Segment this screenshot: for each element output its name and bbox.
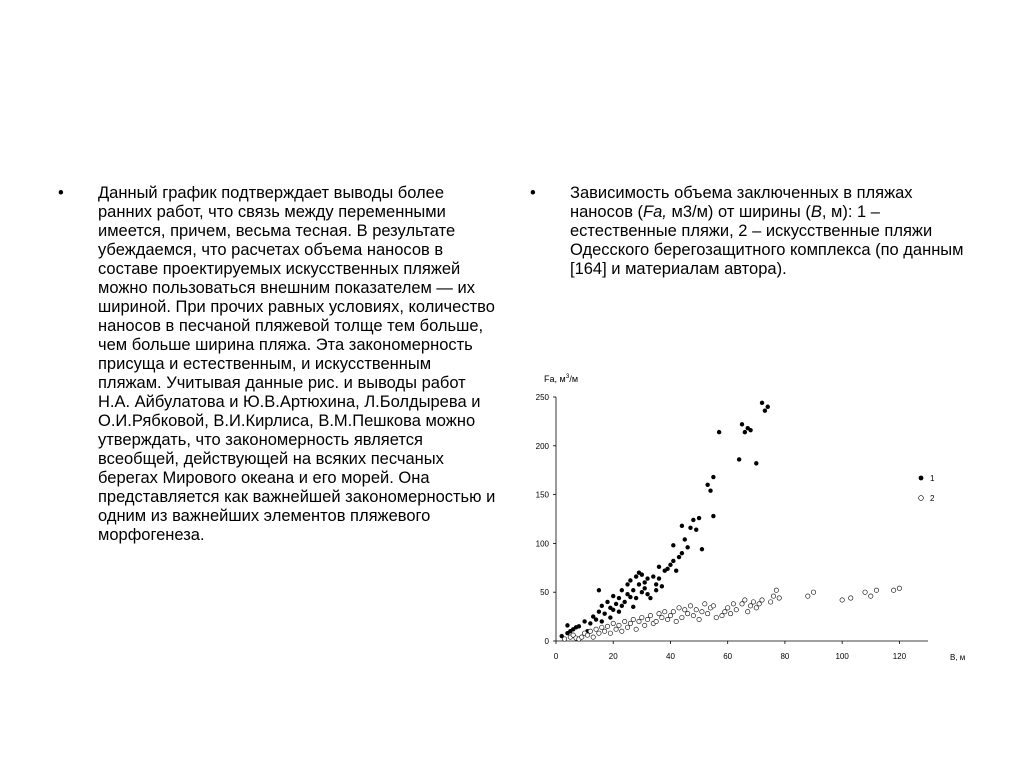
series-1-point [671,543,675,547]
y-tick-label: 100 [535,539,549,549]
series-2-point [562,637,566,641]
series-2-point [683,608,687,612]
series-1-point [697,516,701,520]
x-tick-label: 80 [780,652,790,661]
series-1-point [640,572,644,576]
series-2-point [703,602,707,606]
series-1-point [611,594,615,598]
series-1-point [594,617,598,621]
series-1-point [631,605,635,609]
series-2-point [849,596,853,600]
series-2-point [648,613,652,617]
series-2-point [663,610,667,614]
series-1-point [740,422,744,426]
series-2-point [671,610,675,614]
series-2-point [674,619,678,623]
series-1-point [617,596,621,600]
series-2-point [751,600,755,604]
series-1-point [688,526,692,530]
series-2-point [668,613,672,617]
series-2-point [714,615,718,619]
y-tick-label: 0 [544,637,549,646]
series-1-point [711,514,715,518]
series-1-point [625,582,629,586]
series-1-point [657,565,661,569]
series-1-point [677,555,681,559]
series-1-point [674,569,678,573]
series-2-point [757,602,761,606]
series-2-point [657,611,661,615]
x-tick-label: 0 [553,652,559,661]
x-ticks [554,641,907,661]
series-2-point [637,619,641,623]
series-2-point [743,598,747,602]
series-1-point [588,621,592,625]
series-2-point [723,610,727,614]
y-tick-label: 150 [535,490,549,500]
series-1-point [657,576,661,580]
series-1-point [685,545,689,549]
series-1-point [628,595,632,599]
legend-label-2: 2 [930,494,935,503]
series-1-points [560,401,770,639]
series-2-point [580,635,584,639]
series-1-point [654,588,658,592]
series-1-point [766,405,770,409]
series-2-point [774,588,778,592]
y-ticks [536,393,556,646]
series-1-point [622,600,626,604]
legend-marker-2 [919,496,924,501]
series-2-point [597,631,601,635]
series-1-point [631,588,635,592]
series-2-point [628,621,632,625]
series-2-point [777,596,781,600]
series-2-point [625,625,629,629]
series-2-point [688,604,692,608]
series-1-point [600,619,604,623]
series-2-point [643,623,647,627]
series-1-point [643,580,647,584]
series-2-point [725,606,729,610]
series-2-point [611,621,615,625]
y-tick-label: 200 [535,441,549,451]
series-1-point [700,547,704,551]
series-1-point [743,430,747,434]
series-1-point [665,567,669,571]
series-1-point [683,537,687,541]
series-2-point [874,588,878,592]
series-2-point [614,627,618,631]
series-2-point [891,588,895,592]
series-1-point [645,576,649,580]
x-axis-label: B, м [950,653,966,662]
series-1-point [748,428,752,432]
series-1-point [705,483,709,487]
series-2-point [705,611,709,615]
caption-italic-fa: Fa, [643,203,667,221]
series-1-point [602,611,606,615]
series-2-point [654,619,658,623]
series-2-point [840,598,844,602]
x-tick-label: 120 [892,652,907,661]
series-1-point [763,408,767,412]
series-1-point [620,604,624,608]
series-2-point [645,617,649,621]
series-1-point [760,401,764,405]
legend-marker-1 [919,476,924,481]
series-2-point [863,590,867,594]
series-2-point [631,617,635,621]
x-tick-label: 40 [666,652,675,661]
series-1-point [640,590,644,594]
series-2-point [806,594,810,598]
series-2-point [754,606,758,610]
series-2-point [588,629,592,633]
series-1-point [608,615,612,619]
figure-caption-text [570,184,970,279]
series-1-point [611,608,615,612]
series-2-point [602,629,606,633]
series-1-point [620,588,624,592]
x-tick-label: 60 [723,652,733,661]
series-1-point [708,488,712,492]
series-2-point [760,598,764,602]
series-1-point [668,563,672,567]
series-2-point [665,617,669,621]
series-2-point [600,625,604,629]
series-1-point [654,582,658,586]
series-1-point [614,602,618,606]
series-2-point [680,615,684,619]
series-2-point [640,615,644,619]
series-1-point [577,624,581,628]
series-1-point [605,600,609,604]
series-1-point [582,619,586,623]
legend-label-1: 1 [930,474,935,483]
scatter-chart [528,362,988,668]
series-2-point [711,604,715,608]
series-2-point [585,633,589,637]
series-1-point [737,457,741,461]
series-2-point [869,594,873,598]
series-2-point [746,610,750,614]
series-2-point [660,615,664,619]
series-1-point [694,528,698,532]
series-2-point [731,602,735,606]
series-2-point [620,629,624,633]
series-2-point [700,610,704,614]
series-1-point [671,559,675,563]
series-2-point [697,617,701,621]
series-2-point [617,623,621,627]
series-2-point [771,594,775,598]
series-1-point [645,592,649,596]
series-2-point [728,611,732,615]
series-2-point [608,631,612,635]
bullet-marker: • [58,184,64,202]
series-1-point [634,596,638,600]
series-1-point [680,551,684,555]
series-1-point [711,475,715,479]
series-2-point [691,613,695,617]
series-2-point [677,606,681,610]
series-2-point [685,611,689,615]
series-2-point [748,604,752,608]
series-2-point [594,627,598,631]
series-2-point [768,600,772,604]
bullet-marker: • [530,184,536,202]
caption-part-3: , м): 1 – естественные пляжи, 2 – искусственные пляжи Одесского берегозащитного комплекса (по данным [164] и материалам автора). [570,203,964,278]
series-2-point [605,624,609,628]
series-1-point [648,596,652,600]
caption-part-1: Зависимость объема заключенных в пляжах наносов ( [570,184,913,221]
series-1-point [717,430,721,434]
series-2-point [811,590,815,594]
caption-italic-b: В [810,203,822,221]
series-1-point [634,574,638,578]
x-tick-label: 100 [835,652,849,661]
series-1-point [600,604,604,608]
series-2-point [740,602,744,606]
series-2-point [734,608,738,612]
series-2-point [897,586,901,590]
series-1-point [628,578,632,582]
y-tick-label: 50 [540,588,549,598]
series-1-point [680,524,684,528]
series-1-point [617,610,621,614]
series-1-point [597,610,601,614]
series-1-point [637,582,641,586]
series-1-point [643,586,647,590]
y-tick-label: 250 [535,393,549,402]
series-2-point [720,613,724,617]
series-1-point [597,588,601,592]
series-2-point [591,635,595,639]
series-1-point [651,574,655,578]
series-1-point [754,461,758,465]
series-2-point [694,608,698,612]
series-2-point [634,627,638,631]
series-1-point [660,584,664,588]
x-tick-label: 20 [608,652,618,661]
series-1-point [691,518,695,522]
caption-part-2: м3/м) от ширины ( [666,203,811,221]
legend [919,474,935,503]
series-2-point [622,619,626,623]
series-1-point [565,623,569,627]
left-paragraph-text: Данный график подтверждает выводы более ранних работ, что связь между переменными имеется, причем, весьма тесная. В результате убеждаемся, что расчетах объема наносов в составе проектируемых искусственных пляжей можно пользоваться внешним показателем — их шириной. При прочих равных условиях, количество наносов в песчаной пляжевой толще тем больше, чем больше ширина пляжа. Эта закономерность присуща и естественным, и искусственным пляжам. Учитывая данные рис. и выводы работ Н.А. Айбулатова и Ю.В.Артюхина, Л.Болдырева и О.И.Рябковой, В.И.Кирлиса, В.М.Пешкова можно утверждать, что закономерность является всеобщей, действующей на всяких песчаных берегах Мирового океана и его морей. Она представляется как важнейшей закономерностью и одним из важнейших элементов пляжевого морфогенеза. [98,184,496,544]
y-axis-label: Fa, $м^3/м$ [544,373,579,384]
